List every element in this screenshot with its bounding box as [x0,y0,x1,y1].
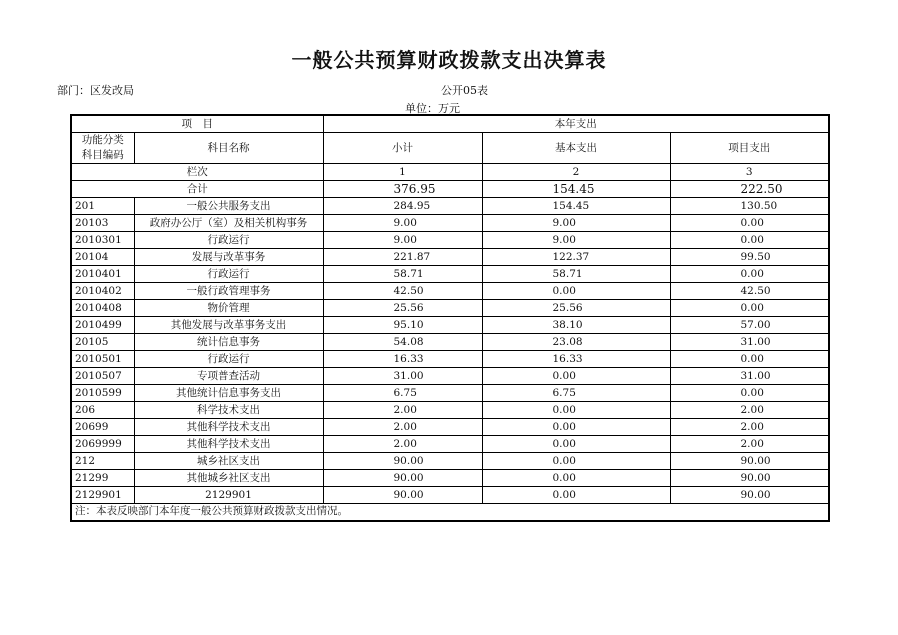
table-row [71,385,829,402]
header-current-year: 本年支出 [323,115,829,133]
row-name: 统计信息事务 [134,334,323,351]
row-project: 90.00 [670,487,829,504]
row-project: 0.00 [670,385,829,402]
table-row [71,487,829,504]
row-basic: 0.00 [482,453,670,470]
row-code: 21299 [71,470,134,487]
table-row [71,198,829,215]
row-code: 206 [71,402,134,419]
row-subtotal: 9.00 [323,215,482,232]
row-subtotal: 2.00 [323,419,482,436]
row-basic: 154.45 [482,198,670,215]
row-subtotal: 6.75 [323,385,482,402]
row-name: 科学技术支出 [134,402,323,419]
row-project: 31.00 [670,368,829,385]
unit-label: 单位：万元 [405,102,460,115]
row-code: 2010401 [71,266,134,283]
row-code: 212 [71,453,134,470]
row-project: 31.00 [670,334,829,351]
row-name: 政府办公厅（室）及相关机构事务 [134,215,323,232]
row-name: 其他科学技术支出 [134,419,323,436]
row-project: 2.00 [670,402,829,419]
row-basic: 9.00 [482,232,670,249]
row-name: 其他科学技术支出 [134,436,323,453]
row-code: 20699 [71,419,134,436]
row-basic: 38.10 [482,317,670,334]
row-code: 20104 [71,249,134,266]
row-project: 2.00 [670,436,829,453]
row-code: 2010301 [71,232,134,249]
row-subtotal: 31.00 [323,368,482,385]
total-basic: 154.45 [482,181,670,198]
row-project: 0.00 [670,351,829,368]
row-basic: 0.00 [482,419,670,436]
header-row-1 [71,115,829,133]
row-project: 90.00 [670,453,829,470]
note-row [71,504,829,522]
table-row [71,419,829,436]
table-row [71,283,829,300]
row-name: 其他发展与改革事务支出 [134,317,323,334]
row-project: 0.00 [670,232,829,249]
table-row [71,317,829,334]
column-index-3: 3 [670,164,829,181]
row-subtotal: 9.00 [323,232,482,249]
row-project: 0.00 [670,266,829,283]
note-text: 注：本表反映部门本年度一般公共预算财政拨款支出情况。 [71,504,829,522]
row-subtotal: 221.87 [323,249,482,266]
table-row [71,300,829,317]
row-name: 物价管理 [134,300,323,317]
row-name: 一般行政管理事务 [134,283,323,300]
row-basic: 0.00 [482,283,670,300]
header-project: 项 目 [71,115,323,133]
row-project: 99.50 [670,249,829,266]
table-row [71,402,829,419]
row-basic: 0.00 [482,487,670,504]
row-name: 2129901 [134,487,323,504]
form-code: 公开05表 [441,84,488,97]
department-label: 部门：区发改局 [57,84,134,97]
row-project: 130.50 [670,198,829,215]
row-basic: 0.00 [482,470,670,487]
row-subtotal: 58.71 [323,266,482,283]
row-name: 一般公共服务支出 [134,198,323,215]
row-name: 其他城乡社区支出 [134,470,323,487]
row-subtotal: 2.00 [323,402,482,419]
column-index-2: 2 [482,164,670,181]
row-code: 20105 [71,334,134,351]
row-name: 行政运行 [134,351,323,368]
column-index-row [71,164,829,181]
row-subtotal: 16.33 [323,351,482,368]
row-basic: 122.37 [482,249,670,266]
table-row [71,215,829,232]
row-code: 201 [71,198,134,215]
row-project: 57.00 [670,317,829,334]
row-basic: 16.33 [482,351,670,368]
total-project: 222.50 [670,181,829,198]
header-row-2 [71,133,829,164]
column-index-1: 1 [323,164,482,181]
header-func-code: 功能分类科目编码 [71,133,134,164]
row-basic: 0.00 [482,368,670,385]
total-subtotal: 376.95 [323,181,482,198]
row-code: 20103 [71,215,134,232]
row-code: 2010499 [71,317,134,334]
header-subtotal: 小计 [323,133,482,164]
table-row [71,334,829,351]
row-basic: 58.71 [482,266,670,283]
total-label: 合计 [71,181,323,198]
row-subtotal: 42.50 [323,283,482,300]
header-subject-name: 科目名称 [134,133,323,164]
row-subtotal: 90.00 [323,453,482,470]
row-subtotal: 2.00 [323,436,482,453]
row-basic: 0.00 [482,402,670,419]
table-row [71,351,829,368]
row-name: 其他统计信息事务支出 [134,385,323,402]
row-name: 发展与改革事务 [134,249,323,266]
row-subtotal: 54.08 [323,334,482,351]
table-row [71,470,829,487]
row-basic: 23.08 [482,334,670,351]
row-name: 专项普查活动 [134,368,323,385]
row-project: 2.00 [670,419,829,436]
row-code: 2129901 [71,487,134,504]
row-name: 行政运行 [134,266,323,283]
row-subtotal: 95.10 [323,317,482,334]
table-row [71,453,829,470]
row-code: 2010507 [71,368,134,385]
row-project: 0.00 [670,300,829,317]
row-subtotal: 25.56 [323,300,482,317]
row-project: 90.00 [670,470,829,487]
row-subtotal: 90.00 [323,487,482,504]
table-row [71,436,829,453]
table-row [71,249,829,266]
total-row [71,181,829,198]
row-basic: 0.00 [482,436,670,453]
row-code: 2010402 [71,283,134,300]
row-basic: 6.75 [482,385,670,402]
table-row [71,368,829,385]
row-code: 2010408 [71,300,134,317]
table-row [71,232,829,249]
row-code: 2010501 [71,351,134,368]
column-index-label: 栏次 [71,164,323,181]
header-basic: 基本支出 [482,133,670,164]
row-name: 行政运行 [134,232,323,249]
table-row [71,266,829,283]
expenditure-table [70,114,830,522]
row-subtotal: 90.00 [323,470,482,487]
row-basic: 9.00 [482,215,670,232]
page-title: 一般公共预算财政拨款支出决算表 [291,48,607,72]
row-code: 2010599 [71,385,134,402]
row-project: 42.50 [670,283,829,300]
row-project: 0.00 [670,215,829,232]
row-code: 2069999 [71,436,134,453]
row-subtotal: 284.95 [323,198,482,215]
row-basic: 25.56 [482,300,670,317]
row-name: 城乡社区支出 [134,453,323,470]
header-project-exp: 项目支出 [670,133,829,164]
